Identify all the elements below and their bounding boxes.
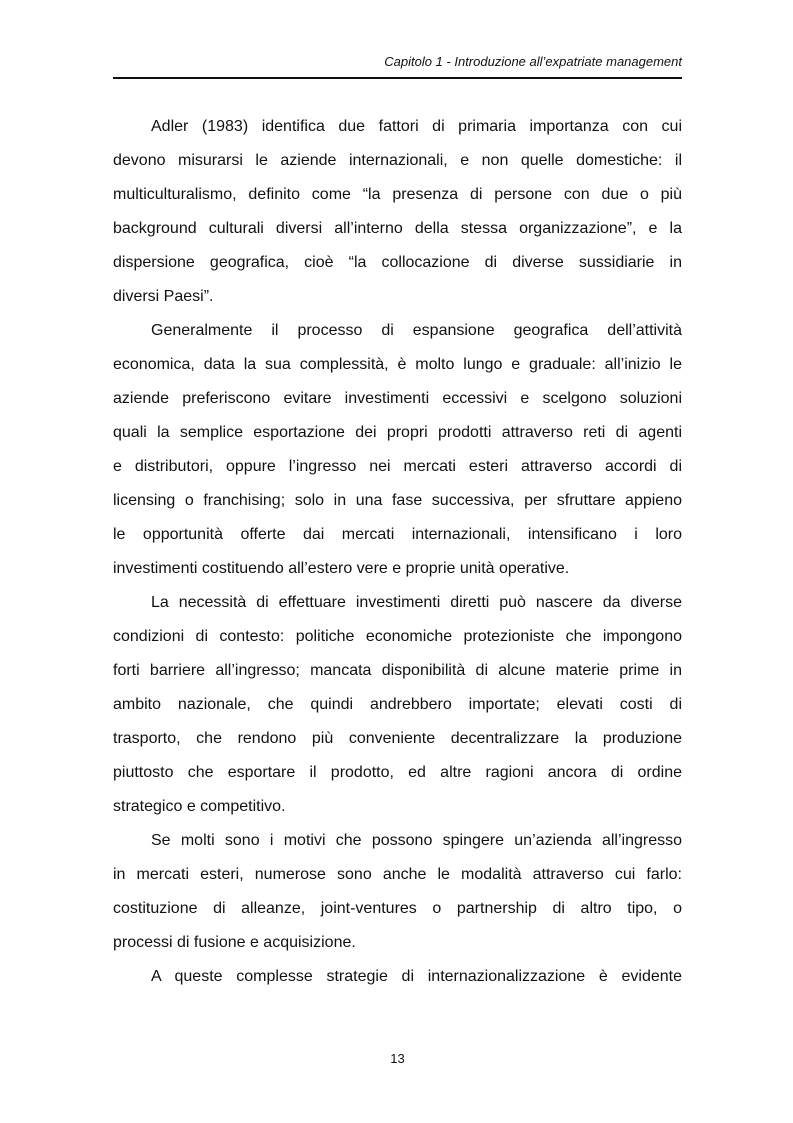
text-line: trasporto, che rendono più conveniente decentralizzare la produzione <box>113 730 682 747</box>
paragraph <box>113 314 682 586</box>
text-line: dispersione geografica, cioè “la collocazione di diverse sussidiarie in <box>113 254 682 271</box>
text-line: background culturali diversi all’interno della stessa organizzazione”, e la <box>113 220 682 237</box>
paragraph <box>113 960 682 994</box>
text-line: piuttosto che esportare il prodotto, ed altre ragioni ancora di ordine <box>113 764 682 781</box>
text-line: forti barriere all’ingresso; mancata disponibilità di alcune materie prime in <box>113 662 682 679</box>
text-line: costituzione di alleanze, joint-ventures o partnership di altro tipo, o <box>113 900 682 917</box>
text-line: in mercati esteri, numerose sono anche le modalità attraverso cui farlo: <box>113 866 682 883</box>
text-line: economica, data la sua complessità, è molto lungo e graduale: all’inizio le <box>113 356 682 373</box>
text-line: condizioni di contesto: politiche economiche protezioniste che impongono <box>113 628 682 645</box>
text-line: ambito nazionale, che quindi andrebbero importate; elevati costi di <box>113 696 682 713</box>
text-line: aziende preferiscono evitare investimenti eccessivi e scelgono soluzioni <box>113 390 682 407</box>
page-number: 13 <box>390 1051 405 1066</box>
running-header: Capitolo 1 - Introduzione all’expatriate management <box>384 54 682 69</box>
paragraph <box>113 110 682 314</box>
text-line: Se molti sono i motivi che possono spingere un’azienda all’ingresso <box>151 832 682 849</box>
text-line: Adler (1983) identifica due fattori di primaria importanza con cui <box>151 118 682 135</box>
text-line: multiculturalismo, definito come “la presenza di persone con due o più <box>113 186 682 203</box>
text-line: e distributori, oppure l’ingresso nei mercati esteri attraverso accordi di <box>113 458 682 475</box>
text-line: quali la semplice esportazione dei propri prodotti attraverso reti di agenti <box>113 424 682 441</box>
text-line: Generalmente il processo di espansione geografica dell’attività <box>151 322 682 339</box>
text-line: processi di fusione e acquisizione. <box>113 934 356 951</box>
paragraph <box>113 586 682 824</box>
body-text <box>113 110 682 994</box>
text-line: La necessità di effettuare investimenti diretti può nascere da diverse <box>151 594 682 611</box>
text-line: licensing o franchising; solo in una fase successiva, per sfruttare appieno <box>113 492 682 509</box>
text-line: diversi Paesi”. <box>113 288 214 305</box>
paragraph <box>113 824 682 960</box>
text-line: strategico e competitivo. <box>113 798 286 815</box>
text-line: devono misurarsi le aziende internazionali, e non quelle domestiche: il <box>113 152 682 169</box>
text-line: investimenti costituendo all’estero vere e proprie unità operative. <box>113 560 570 577</box>
text-line: A queste complesse strategie di internazionalizzazione è evidente <box>151 968 682 985</box>
header-rule <box>113 77 682 79</box>
text-line: le opportunità offerte dai mercati internazionali, intensificano i loro <box>113 526 682 543</box>
